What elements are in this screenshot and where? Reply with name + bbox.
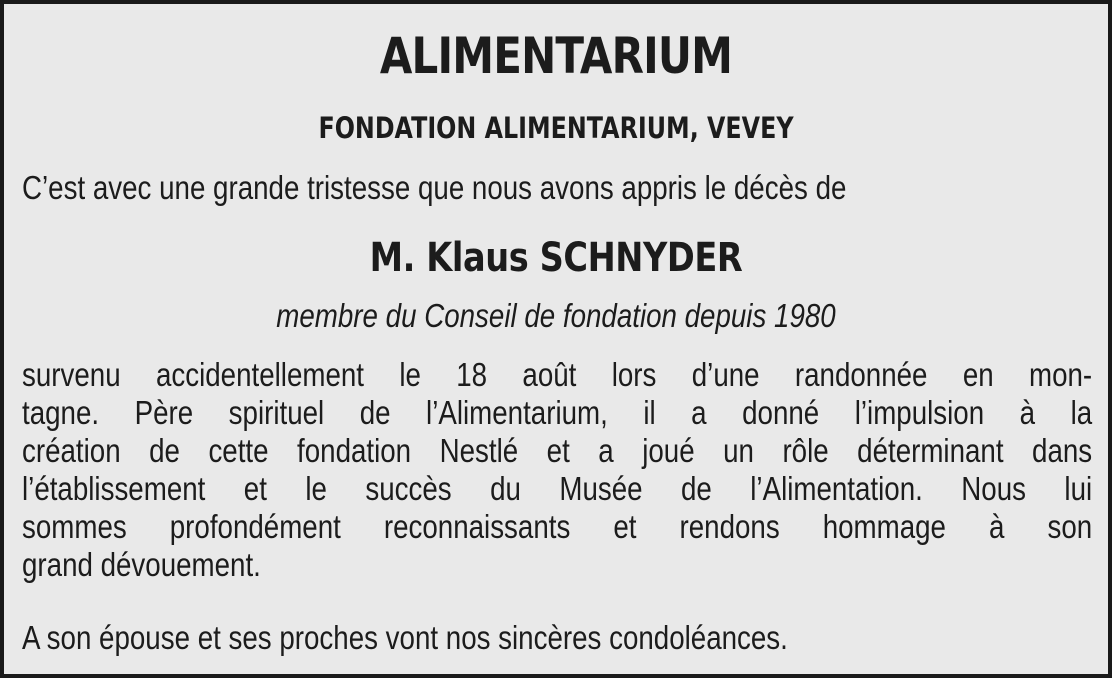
body-line-text: survenu accidentellement le 18 août lors d’une randonnée en mon- bbox=[22, 356, 1093, 393]
notice-title: ALIMENTARIUM bbox=[379, 27, 733, 85]
body-line bbox=[22, 358, 1092, 392]
body-line-text: l’établissement et le succès du Musée de l’Alimentation. Nous lui bbox=[22, 470, 1093, 507]
deceased-role: membre du Conseil de fondation depuis 1980 bbox=[276, 297, 836, 334]
deceased-name: M. Klaus SCHNYDER bbox=[369, 235, 743, 281]
body-line-text: grand dévouement. bbox=[22, 546, 261, 583]
body-line-text: création de cette fondation Nestlé et a joué un rôle déterminant dans bbox=[22, 432, 1093, 469]
notice-closing: A son épouse et ses proches vont nos sincères condoléances. bbox=[22, 619, 788, 656]
body-line bbox=[22, 510, 1092, 544]
body-line bbox=[22, 472, 1092, 506]
notice-subtitle: FONDATION ALIMENTARIUM, VEVEY bbox=[318, 111, 794, 145]
body-line-text: tagne. Père spirituel de l’Alimentarium, il a donné l’impulsion à la bbox=[22, 394, 1093, 431]
body-line bbox=[22, 434, 1092, 468]
body-line bbox=[22, 548, 1092, 582]
body-line bbox=[22, 396, 1092, 430]
body-line-text: sommes profondément reconnaissants et rendons hommage à son bbox=[22, 508, 1093, 545]
notice-intro: C’est avec une grande tristesse que nous avons appris le décès de bbox=[22, 169, 847, 206]
